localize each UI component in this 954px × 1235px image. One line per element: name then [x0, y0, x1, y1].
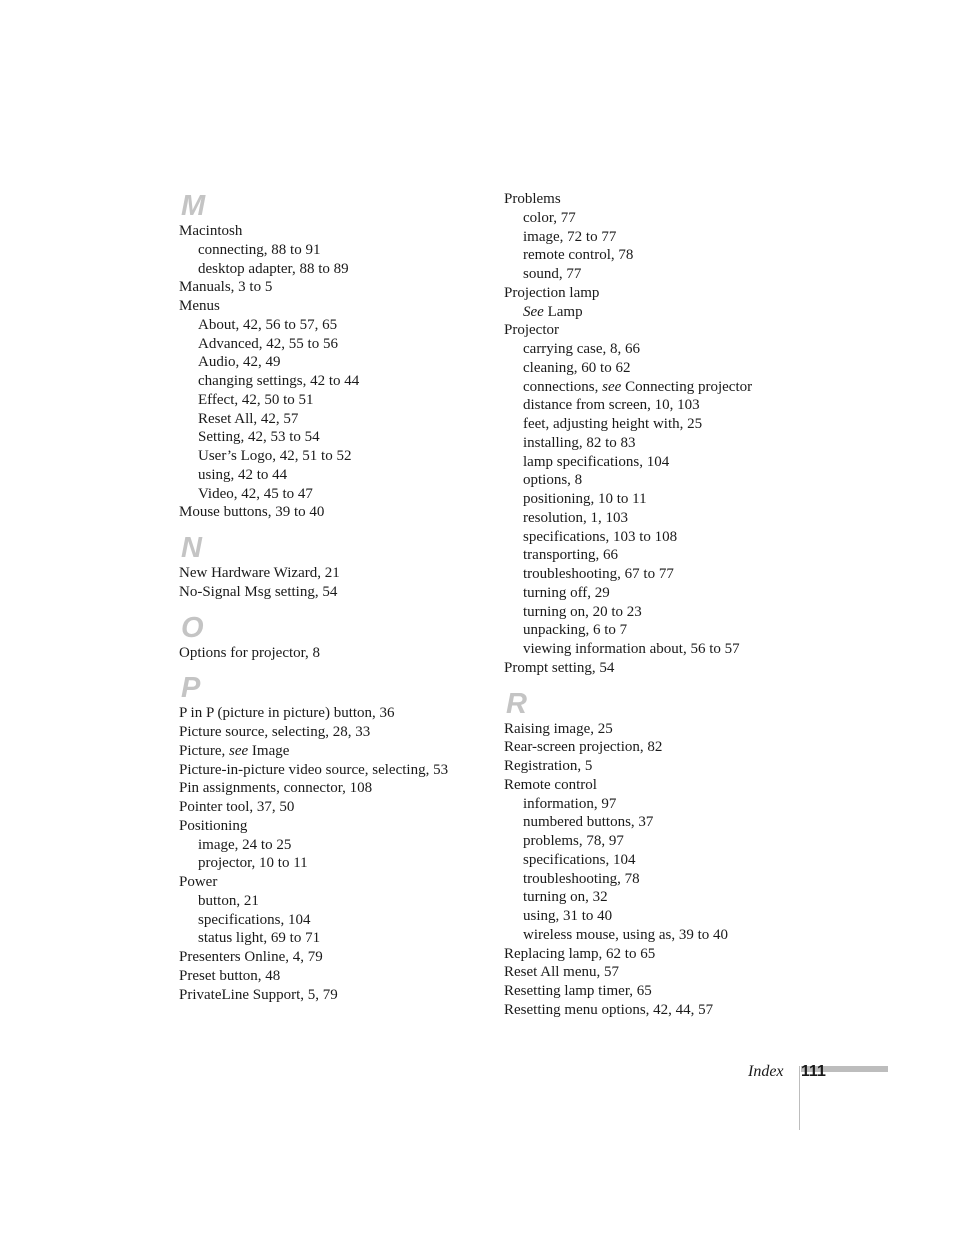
- index-subentry: Advanced, 42, 55 to 56: [198, 335, 338, 352]
- index-subentry: remote control, 78: [523, 247, 634, 264]
- page-number: 111: [801, 1063, 826, 1080]
- index-entry: Presenters Online, 4, 79: [179, 949, 323, 965]
- index-subentry: turning on, 20 to 23: [523, 603, 642, 620]
- index-entry: Rear-screen projection, 82: [504, 739, 663, 756]
- index-subentry: specifications, 104: [523, 851, 636, 868]
- index-subentry: turning off, 29: [523, 584, 610, 601]
- index-entry: [179, 742, 479, 761]
- index-letter-heading: M: [181, 190, 206, 222]
- footer-vertical-rule: [799, 1066, 800, 1130]
- index-subentry: information, 97: [523, 795, 617, 812]
- index-entry: Projector: [504, 322, 559, 339]
- index-subentry: wireless mouse, using as, 39 to 40: [523, 926, 728, 943]
- index-subentry: button, 21: [198, 892, 259, 909]
- index-entry: Projection lamp: [504, 284, 600, 301]
- index-subentry: cleaning, 60 to 62: [523, 359, 631, 376]
- index-entry: Picture source, selecting, 28, 33: [179, 724, 371, 740]
- index-entry: Prompt setting, 54: [504, 659, 615, 676]
- index-letter-heading: P: [181, 672, 201, 705]
- index-entry: Macintosh: [179, 223, 243, 239]
- index-entry: Manuals, 3 to 5: [179, 279, 273, 296]
- index-subentry: status light, 69 to 71: [198, 930, 321, 947]
- index-subentry: distance from screen, 10, 103: [523, 397, 700, 414]
- index-subentry: installing, 82 to 83: [523, 434, 636, 451]
- entry-text: Connecting projector: [621, 378, 753, 395]
- index-entry: Menus: [179, 298, 220, 314]
- index-entry: No-Signal Msg setting, 54: [179, 583, 338, 600]
- index-subentry: image, 24 to 25: [198, 836, 292, 853]
- index-entry: Problems: [504, 191, 561, 207]
- index-subentry: desktop adapter, 88 to 89: [198, 260, 349, 277]
- index-entry: Pin assignments, connector, 108: [179, 780, 373, 797]
- index-subentry: specifications, 103 to 108: [523, 528, 678, 545]
- index-subentry: troubleshooting, 67 to 77: [523, 566, 674, 582]
- index-subentry: Effect, 42, 50 to 51: [198, 391, 314, 408]
- entry-text: Lamp: [543, 303, 583, 320]
- footer-section-label: Index: [748, 1063, 784, 1080]
- index-subentry: troubleshooting, 78: [523, 870, 640, 887]
- index-subentry: Setting, 42, 53 to 54: [198, 429, 320, 446]
- index-subentry: using, 31 to 40: [523, 908, 613, 924]
- index-entry: Raising image, 25: [504, 720, 613, 737]
- index-subentry: About, 42, 56 to 57, 65: [198, 316, 338, 333]
- index-subentry: [504, 378, 804, 397]
- index-subentry: lamp specifications, 104: [523, 453, 670, 470]
- index-subentry: positioning, 10 to 11: [523, 491, 647, 507]
- index-subentry: specifications, 104: [198, 911, 311, 928]
- index-subentry: color, 77: [523, 209, 576, 226]
- index-subentry: carrying case, 8, 66: [523, 341, 641, 357]
- index-entry: Power: [179, 874, 218, 890]
- index-subentry: numbered buttons, 37: [523, 814, 654, 831]
- see-reference: see: [229, 742, 249, 759]
- index-subentry: transporting, 66: [523, 547, 618, 564]
- index-entry: Options for projector, 8: [179, 644, 321, 661]
- index-letter-heading: O: [181, 611, 204, 644]
- index-entry: Remote control: [504, 776, 597, 793]
- entry-text: Image: [248, 742, 290, 759]
- index-entry: New Hardware Wizard, 21: [179, 565, 340, 581]
- index-entry: Pointer tool, 37, 50: [179, 799, 295, 815]
- index-subentry: changing settings, 42 to 44: [198, 373, 360, 389]
- index-entry: Resetting menu options, 42, 44, 57: [504, 1001, 714, 1018]
- index-subentry: viewing information about, 56 to 57: [523, 641, 740, 657]
- index-entry: Mouse buttons, 39 to 40: [179, 504, 325, 521]
- entry-text: connections,: [523, 378, 603, 395]
- index-subentry: image, 72 to 77: [523, 228, 617, 245]
- index-subentry: unpacking, 6 to 7: [523, 622, 628, 639]
- index-entry: Picture-in-picture video source, selecting, 53: [179, 761, 449, 778]
- index-subentry: options, 8: [523, 472, 583, 489]
- index-subentry: Audio, 42, 49: [198, 354, 281, 371]
- index-entry: Resetting lamp timer, 65: [504, 983, 652, 999]
- index-subentry: sound, 77: [523, 266, 582, 282]
- index-subentry: problems, 78, 97: [523, 833, 624, 849]
- see-reference: see: [602, 378, 622, 395]
- index-entry: Replacing lamp, 62 to 65: [504, 945, 656, 962]
- index-subentry: using, 42 to 44: [198, 466, 288, 483]
- index-subentry: [504, 303, 804, 322]
- index-entry: Reset All menu, 57: [504, 964, 619, 981]
- index-column-left: [179, 190, 479, 1004]
- index-column-right: [504, 190, 804, 1020]
- index-subentry: resolution, 1, 103: [523, 509, 628, 526]
- see-reference: See: [523, 303, 544, 320]
- index-letter-heading: R: [506, 687, 527, 720]
- index-subentry: projector, 10 to 11: [198, 855, 308, 872]
- index-subentry: turning on, 32: [523, 889, 608, 906]
- index-subentry: User’s Logo, 42, 51 to 52: [198, 448, 352, 464]
- index-subentry: connecting, 88 to 91: [198, 241, 321, 258]
- index-subentry: Video, 42, 45 to 47: [198, 485, 313, 502]
- index-entry: Registration, 5: [504, 758, 593, 774]
- index-entry: P in P (picture in picture) button, 36: [179, 705, 395, 722]
- entry-text: Picture,: [179, 742, 229, 759]
- index-entry: Positioning: [179, 817, 248, 834]
- index-subentry: Reset All, 42, 57: [198, 410, 299, 427]
- index-letter-heading: N: [181, 532, 202, 564]
- index-subentry: feet, adjusting height with, 25: [523, 416, 703, 432]
- index-entry: Preset button, 48: [179, 967, 281, 984]
- index-entry: PrivateLine Support, 5, 79: [179, 986, 338, 1003]
